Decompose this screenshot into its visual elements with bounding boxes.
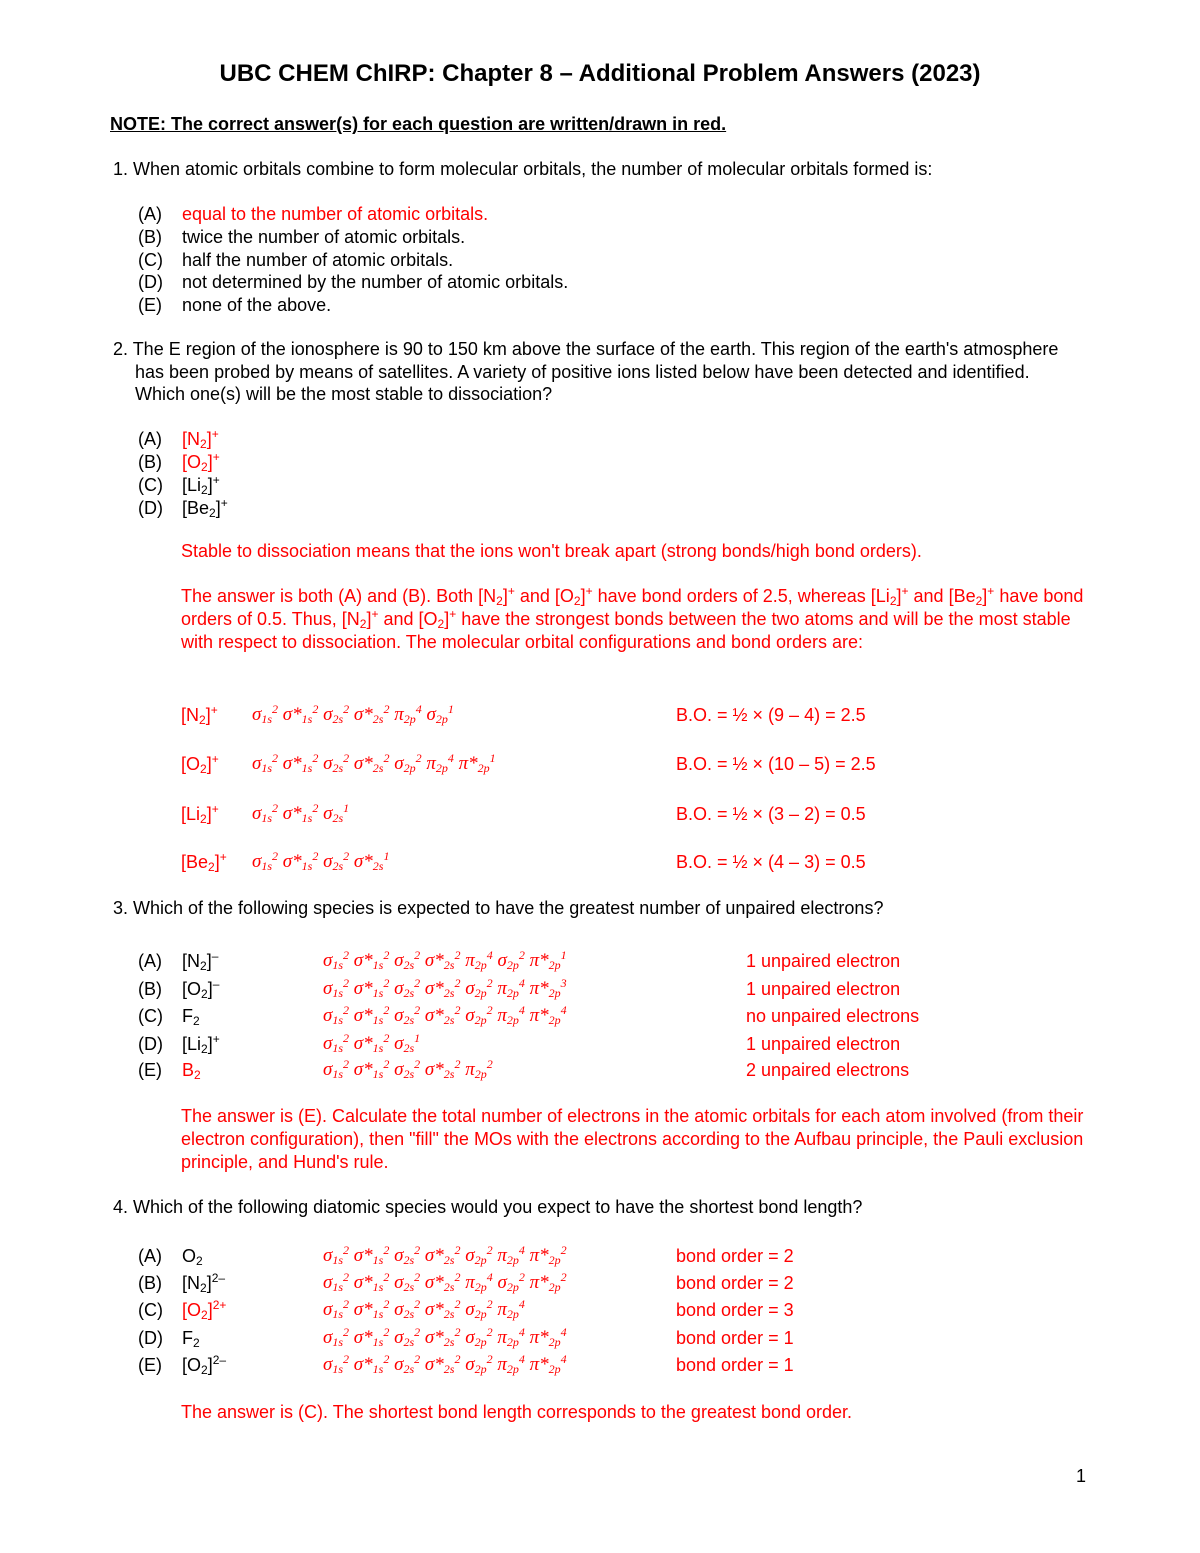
mo-species: $[Li_2]^+$ (181, 802, 219, 826)
q2-option-species-correct: $[O_2]^+$ (182, 450, 220, 474)
mo-species: $[Be_2]^+$ (181, 850, 227, 874)
q2-option-letter: (A) (138, 429, 162, 449)
bond-order-calc: B.O. = ½ × (9 – 4) = 2.5 (676, 705, 866, 725)
mo-configuration: $\sigma_{1s}^2$ $\sigma*_{1s}^2$ $\sigma_{2s}^2$ $\sigma*_{2s}^2$ $\sigma_{2p}^2$ $\pi_{2p}^4$ $\pi*_{2p}^4$ (323, 1352, 567, 1376)
mo-configuration: $\sigma_{1s}^2$ $\sigma*_{1s}^2$ $\sigma_{2s}^2$ $\sigma*_{2s}^2$ $\sigma_{2p}^2$ $\pi_{2p}^4$ $\pi*_{2p}^1$ (252, 751, 496, 775)
q3-option-species: $F_2$ (182, 1006, 200, 1028)
q4-explanation: The answer is (C). The shortest bond length corresponds to the greatest bond order. (181, 1402, 853, 1422)
q2-option-species: $[Be_2]^+$ (182, 496, 228, 520)
q2-option-letter: (D) (138, 498, 163, 518)
mo-configuration: $\sigma_{1s}^2$ $\sigma*_{1s}^2$ $\sigma_{2s}^2$ $\sigma*_{2s}^2$ $\pi_{2p}^4$ $\sigma_{2p}^2$ $\pi*_{2p}^2$ (323, 1270, 567, 1294)
mo-configuration: $\sigma_{1s}^2$ $\sigma*_{1s}^2$ $\sigma_{2s}^2$ $\sigma*_{2s}^2$ $\sigma_{2p}^2$ $\pi_{2p}^4$ $\pi*_{2p}^4$ (323, 1325, 567, 1349)
bond-order: bond order = 2 (676, 1246, 794, 1266)
q3-option-species: $[N_2]^-$ (182, 949, 219, 973)
bond-order-calc: B.O. = ½ × (3 – 2) = 0.5 (676, 804, 866, 824)
q4-option-letter: (A) (138, 1246, 162, 1266)
q1-option-letter: (E) (138, 295, 162, 315)
bond-order: bond order = 3 (676, 1300, 794, 1320)
mo-species: $[N_2]^+$ (181, 703, 218, 727)
mo-configuration: $\sigma_{1s}^2$ $\sigma*_{1s}^2$ $\sigma_{2s}^1$ (252, 801, 350, 825)
q3-option-species-correct: $B_2$ (182, 1060, 201, 1082)
q4-option-species: $[N_2]^{2-}$ (182, 1271, 226, 1295)
question-1-text: 1. When atomic orbitals combine to form molecular orbitals, the number of molecular orbitals formed is: (113, 159, 933, 179)
q2-option-species: $[Li_2]^+$ (182, 473, 220, 497)
q3-explanation: The answer is (E). Calculate the total number of electrons in the atomic orbitals for each atom involved (from their electron configuration), then "fill" the MOs with the electrons according to the Aufbau principle, the Pauli exclusion principle, and Hund's rule. (181, 1106, 1084, 1172)
mo-species: $[O_2]^+$ (181, 752, 219, 776)
q3-option-letter: (B) (138, 979, 162, 999)
question-4-text: 4. Which of the following diatomic species would you expect to have the shortest bond length? (113, 1197, 863, 1217)
q3-option-species: $[O_2]^-$ (182, 977, 220, 1001)
q4-option-letter: (E) (138, 1355, 162, 1375)
q3-option-letter: (E) (138, 1060, 162, 1080)
unpaired-count: 1 unpaired electron (746, 951, 901, 971)
bond-order: bond order = 1 (676, 1328, 794, 1348)
mo-configuration: $\sigma_{1s}^2$ $\sigma*_{1s}^2$ $\sigma_{2s}^2$ $\sigma*_{2s}^2$ $\pi_{2p}^4$ $\sigma_{2p}^2$ $\pi*_{2p}^1$ (323, 948, 567, 972)
q1-option-text: twice the number of atomic orbitals. (182, 227, 466, 247)
q1-option-letter: (B) (138, 227, 162, 247)
q4-option-letter: (C) (138, 1300, 163, 1320)
q3-option-species: $[Li_2]^+$ (182, 1032, 220, 1056)
q3-option-letter: (D) (138, 1034, 163, 1054)
mo-configuration: $\sigma_{1s}^2$ $\sigma*_{1s}^2$ $\sigma_{2s}^1$ (323, 1031, 421, 1055)
q3-option-letter: (C) (138, 1006, 163, 1026)
unpaired-count: no unpaired electrons (746, 1006, 920, 1026)
q3-option-letter: (A) (138, 951, 162, 971)
q1-option-text-correct: equal to the number of atomic orbitals. (182, 204, 489, 224)
q2-option-letter: (B) (138, 452, 162, 472)
mo-configuration: $\sigma_{1s}^2$ $\sigma*_{1s}^2$ $\sigma_{2s}^2$ $\sigma*_{2s}^2$ $\sigma_{2p}^2$ $\pi_{2p}^4$ (323, 1297, 525, 1321)
mo-configuration: $\sigma_{1s}^2$ $\sigma*_{1s}^2$ $\sigma_{2s}^2$ $\sigma*_{2s}^2$ $\sigma_{2p}^2$ $\pi_{2p}^4$ $\pi*_{2p}^4$ (323, 1003, 567, 1027)
bond-order-calc: B.O. = ½ × (10 – 5) = 2.5 (676, 754, 876, 774)
mo-configuration: $\sigma_{1s}^2$ $\sigma*_{1s}^2$ $\sigma_{2s}^2$ $\sigma*_{2s}^2$ $\sigma_{2p}^2$ $\pi_{2p}^4$ $\pi*_{2p}^2$ (323, 1243, 567, 1267)
mo-configuration: $\sigma_{1s}^2$ $\sigma*_{1s}^2$ $\sigma_{2s}^2$ $\sigma*_{2s}^2$ $\pi_{2p}^4$ $\sigma_{2p}^1$ (252, 702, 454, 726)
q1-option-text: half the number of atomic orbitals. (182, 250, 454, 270)
page-title: UBC CHEM ChIRP: Chapter 8 – Additional Problem Answers (2023) (219, 60, 981, 87)
mo-configuration: $\sigma_{1s}^2$ $\sigma*_{1s}^2$ $\sigma_{2s}^2$ $\sigma*_{2s}^2$ $\pi_{2p}^2$ (323, 1057, 493, 1081)
q4-option-species-correct: $[O_2]^{2+}$ (182, 1298, 227, 1322)
unpaired-count: 1 unpaired electron (746, 979, 901, 999)
mo-configuration: $\sigma_{1s}^2$ $\sigma*_{1s}^2$ $\sigma_{2s}^2$ $\sigma*_{2s}^1$ (252, 849, 390, 873)
q2-option-letter: (C) (138, 475, 163, 495)
unpaired-count: 2 unpaired electrons (746, 1060, 910, 1080)
q2-explanation-dissociation: Stable to dissociation means that the ions won't break apart (strong bonds/high bond orders). (181, 541, 922, 561)
bond-order: bond order = 1 (676, 1355, 794, 1375)
page-number: 1 (1076, 1466, 1087, 1486)
question-2-text (113, 338, 1073, 406)
q4-option-letter: (D) (138, 1328, 163, 1348)
q1-option-text: none of the above. (182, 295, 332, 315)
q4-option-letter: (B) (138, 1273, 162, 1293)
question-2-stem: 2. The E region of the ionosphere is 90 to 150 km above the surface of the earth. This region of the earth's atmosphere has been probed by means of satellites. A variety of positive ions listed below have been detected and identified. Which one(s) will be the most stable to dissociation? (113, 339, 1059, 404)
q1-option-letter: (D) (138, 272, 163, 292)
q4-option-species: $O_2$ (182, 1246, 203, 1268)
mo-configuration: $\sigma_{1s}^2$ $\sigma*_{1s}^2$ $\sigma_{2s}^2$ $\sigma*_{2s}^2$ $\sigma_{2p}^2$ $\pi_{2p}^4$ $\pi*_{2p}^3$ (323, 976, 567, 1000)
q2-option-species-correct: $[N_2]^+$ (182, 427, 219, 451)
q1-option-text: not determined by the number of atomic orbitals. (182, 272, 569, 292)
q1-option-letter: (A) (138, 204, 162, 224)
q2-explanation-answer: The answer is both (A) and (B). Both $[N_2]^+$ and $[O_2]^+$ have bond orders of 2.5, whereas $[Li_2]^+$ and $[Be_2]^+$ have bond orders of 0.5. Thus, $[N_2]^+$ and $[O_2]^+$ have the strongest bonds between the two atoms and will be the most stable with respect to dissociation. The molecular orbital configurations and bond orders are: (181, 584, 1084, 652)
bond-order: bond order = 2 (676, 1273, 794, 1293)
q4-option-species: $[O_2]^{2-}$ (182, 1353, 227, 1377)
answer-color-note: NOTE: The correct answer(s) for each question are written/drawn in red. (110, 114, 727, 134)
question-3-text: 3. Which of the following species is expected to have the greatest number of unpaired electrons? (113, 898, 884, 918)
q4-option-species: $F_2$ (182, 1328, 200, 1350)
q1-option-letter: (C) (138, 250, 163, 270)
unpaired-count: 1 unpaired electron (746, 1034, 901, 1054)
bond-order-calc: B.O. = ½ × (4 – 3) = 0.5 (676, 852, 866, 872)
